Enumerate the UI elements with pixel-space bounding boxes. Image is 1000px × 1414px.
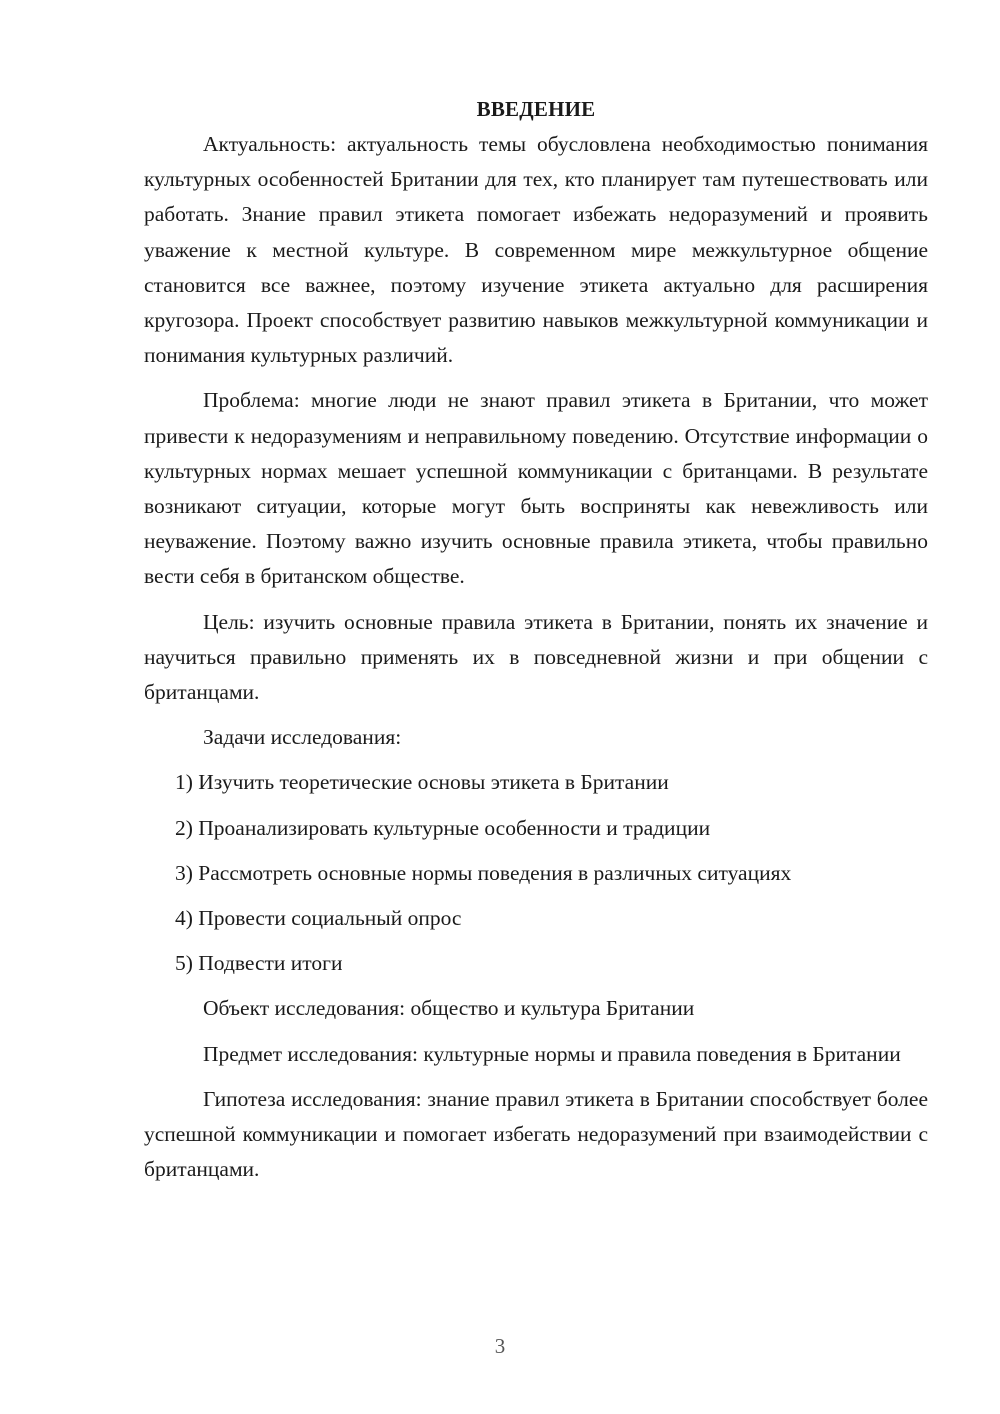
hypothesis-paragraph: Гипотеза исследования: знание правил этикета в Британии способствует более успешной коммуникации и помогает избегать недоразумений при взаимодействии с британцами. [144, 1086, 928, 1182]
object-paragraph: Объект исследования: общество и культура Британии [203, 996, 695, 1021]
task-item: 5) Подвести итоги [175, 951, 343, 976]
tasks-heading: Задачи исследования: [203, 725, 402, 750]
problem-paragraph: Проблема: многие люди не знают правил этикета в Британии, что может привести к недоразумениям и неправильному поведению. Отсутствие информации о культурных нормах мешает успешной коммуникации с британцами. В результате возникают ситуации, которые могут быть восприняты как невежливость или неуважение. Поэтому важно изучить основные правила этикета, чтобы правильно вести себя в британском обществе. [144, 388, 928, 589]
subject-paragraph: Предмет исследования: культурные нормы и правила поведения в Британии [203, 1041, 901, 1066]
document-page [144, 92, 928, 1197]
goal-paragraph: Цель: изучить основные правила этикета в Британии, понять их значение и научиться правильно применять их в повседневной жизни и при общении с британцами. [144, 609, 928, 705]
task-item: 4) Провести социальный опрос [175, 906, 462, 931]
page-title: ВВЕДЕНИЕ [476, 97, 596, 121]
tasks-list [144, 765, 928, 981]
task-item: 3) Рассмотреть основные нормы поведения в различных ситуациях [175, 860, 792, 885]
relevance-paragraph: Актуальность: актуальность темы обусловлена необходимостью понимания культурных особенностей Британии для тех, кто планирует там путешествовать или работать. Знание правил этикета помогает избежать недоразумений и проявить уважение к местной культуре. В современном мире межкультурное общение становится все важнее, поэтому изучение этикета актуально для расширения кругозора. Проект способствует развитию навыков межкультурной коммуникации и понимания культурных различий. [144, 132, 928, 368]
task-item: 2) Проанализировать культурные особенности и традиции [175, 815, 711, 840]
page-number: 3 [494, 1334, 506, 1358]
task-item: 1) Изучить теоретические основы этикета в Британии [175, 770, 669, 795]
